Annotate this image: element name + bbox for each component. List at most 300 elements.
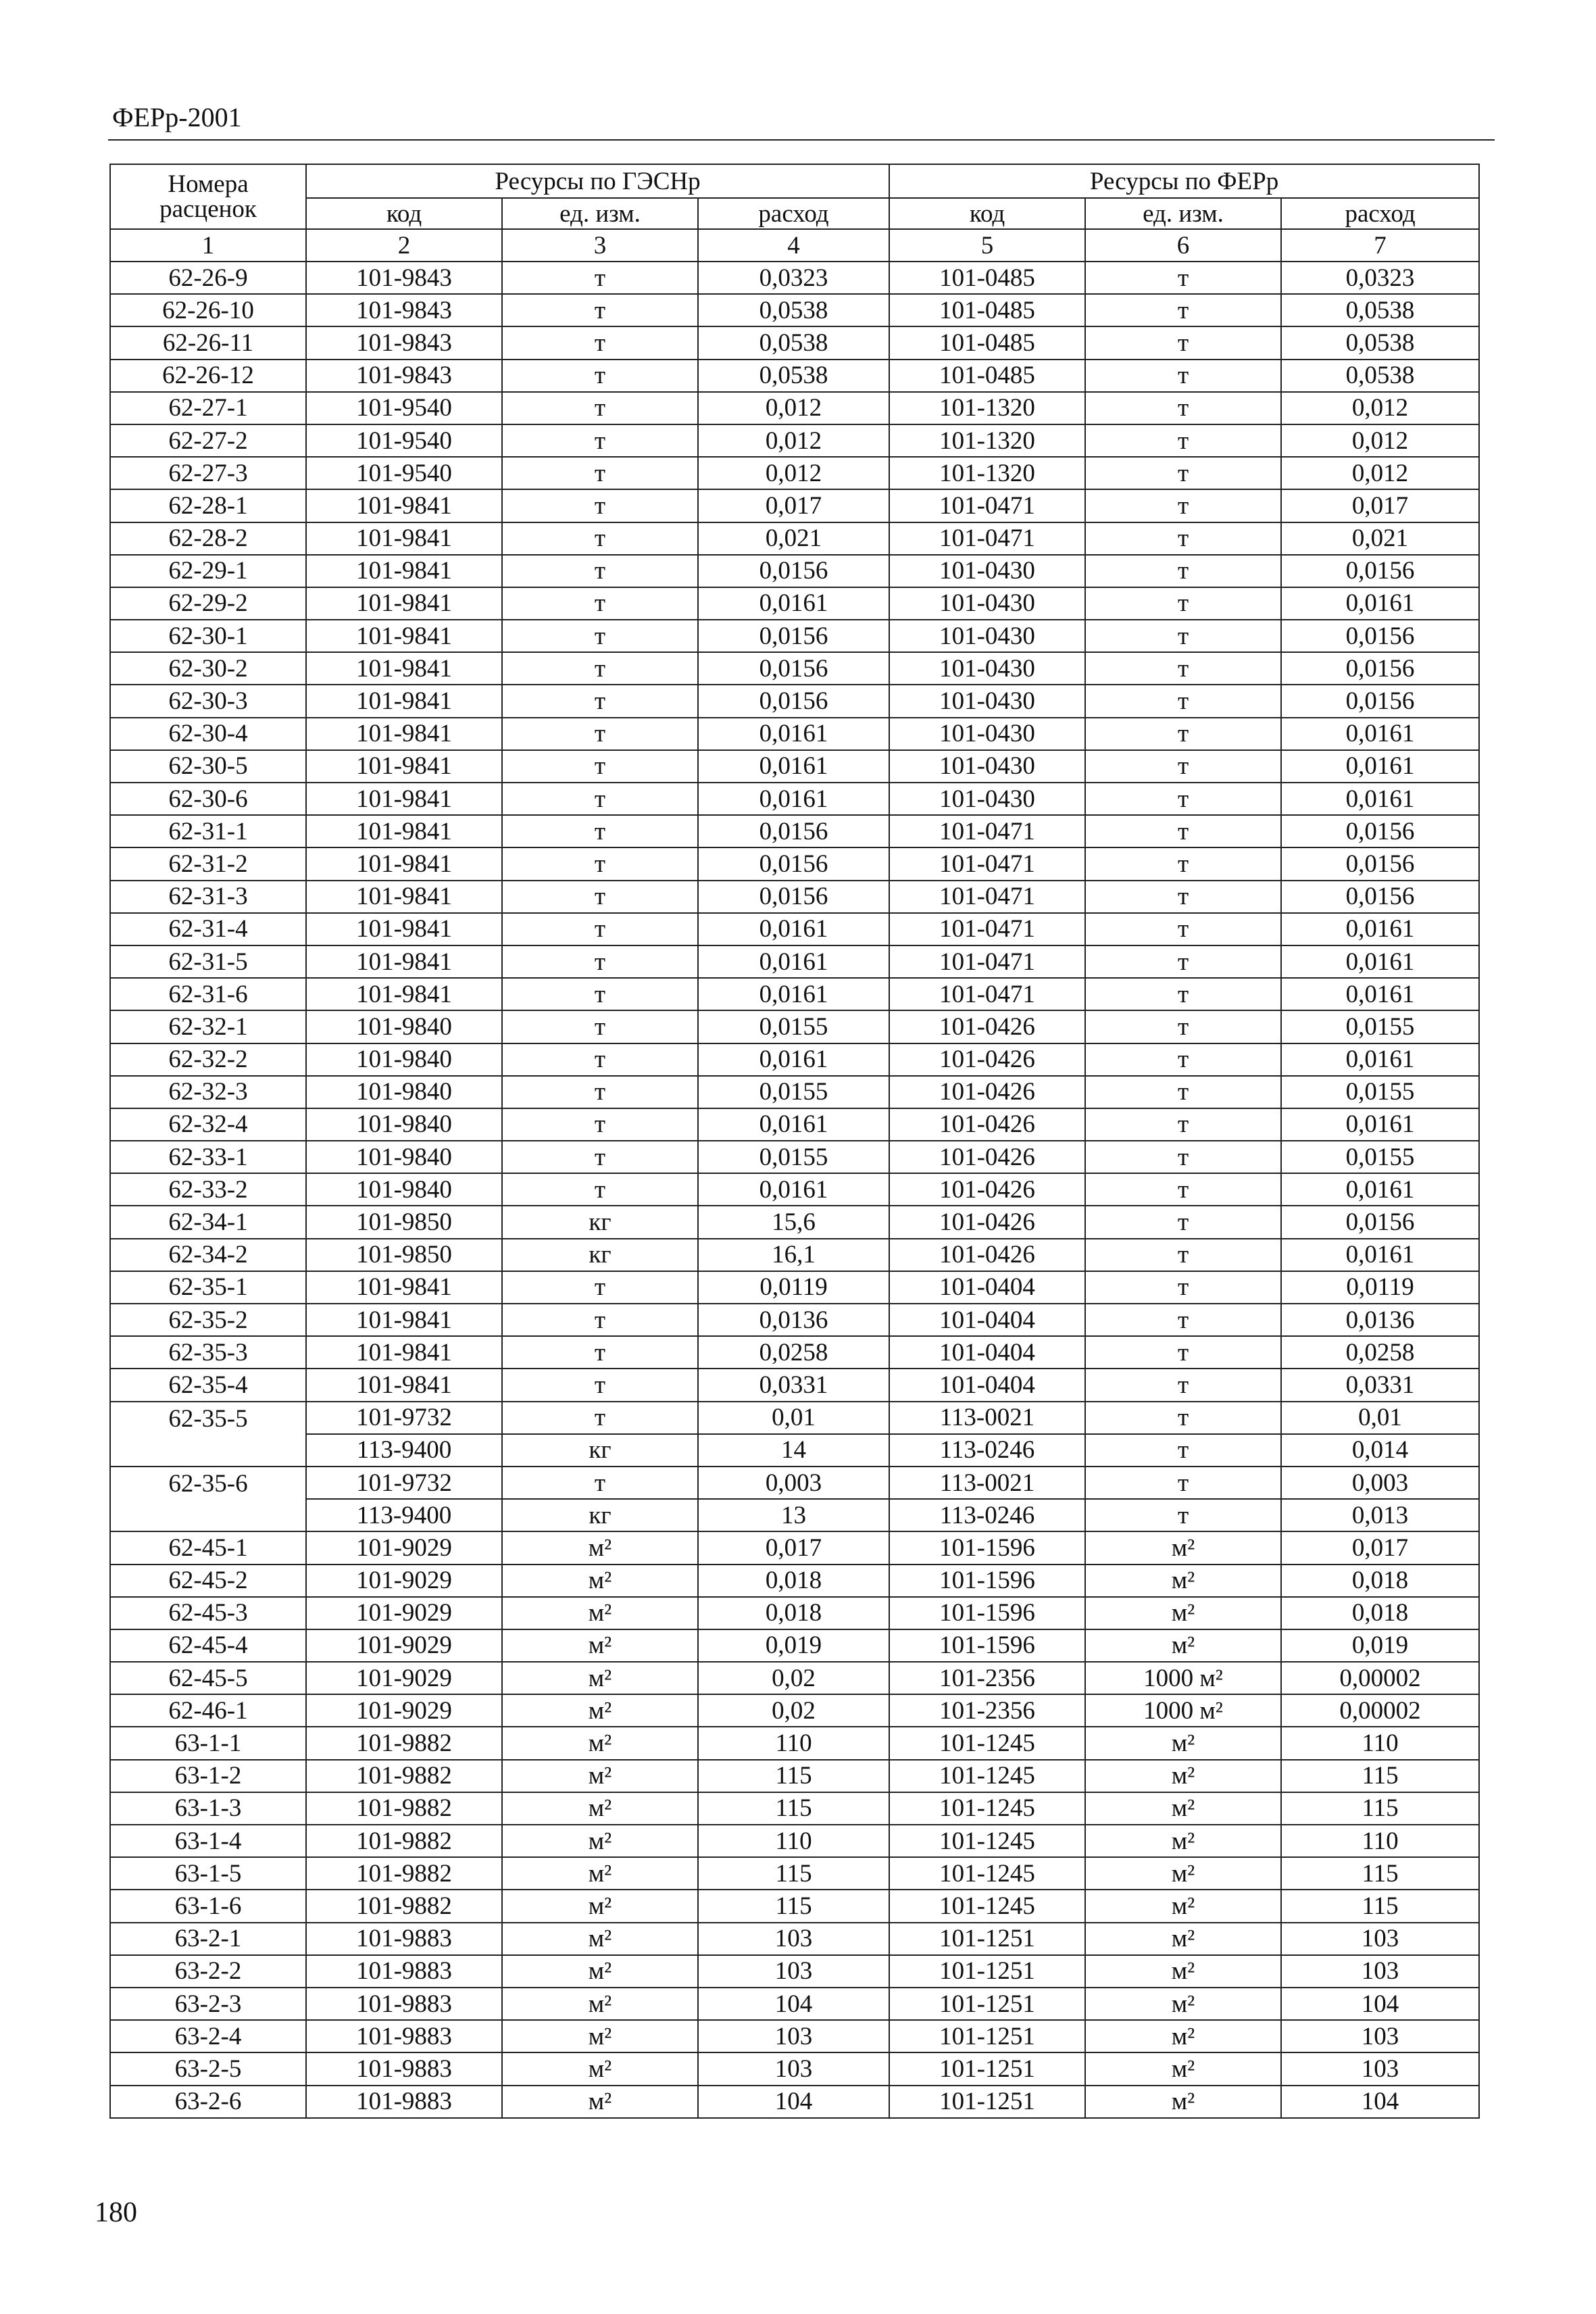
fer-unit-cell: т bbox=[1085, 1271, 1281, 1304]
fer-code-cell: 101-0485 bbox=[889, 294, 1085, 326]
fer-amount-cell: 0,0538 bbox=[1281, 294, 1479, 326]
table-row bbox=[110, 2020, 1479, 2052]
column-number: 1 bbox=[110, 229, 306, 262]
fer-unit-cell: м² bbox=[1085, 1760, 1281, 1792]
gesn-unit-cell: т bbox=[502, 978, 698, 1010]
gesn-code-cell: 101-9883 bbox=[306, 2086, 502, 2118]
gesn-amount-cell: 0,0538 bbox=[698, 294, 889, 326]
fer-unit-cell: м² bbox=[1085, 1792, 1281, 1825]
table-row bbox=[110, 1141, 1479, 1173]
fer-unit-cell: т bbox=[1085, 945, 1281, 978]
norm-number-cell: 63-1-3 bbox=[110, 1792, 306, 1825]
gesn-code-cell: 101-9841 bbox=[306, 945, 502, 978]
fer-amount-cell: 0,0156 bbox=[1281, 881, 1479, 913]
fer-code-cell: 113-0021 bbox=[889, 1467, 1085, 1499]
table-row bbox=[110, 1010, 1479, 1043]
gesn-amount-cell: 0,0161 bbox=[698, 1173, 889, 1206]
fer-amount-cell: 0,019 bbox=[1281, 1629, 1479, 1662]
gesn-amount-cell: 0,0161 bbox=[698, 718, 889, 750]
table-row bbox=[110, 1076, 1479, 1108]
fer-code-cell: 101-0485 bbox=[889, 262, 1085, 294]
table-row bbox=[110, 750, 1479, 783]
gesn-code-cell: 101-9841 bbox=[306, 489, 502, 522]
gesn-amount-cell: 0,0156 bbox=[698, 685, 889, 717]
table-row bbox=[110, 1629, 1479, 1662]
gesn-amount-cell: 104 bbox=[698, 2086, 889, 2118]
gesn-unit-cell: кг bbox=[502, 1499, 698, 1531]
fer-amount-cell: 110 bbox=[1281, 1727, 1479, 1759]
fer-amount-cell: 0,0161 bbox=[1281, 1043, 1479, 1076]
gesn-code-cell: 101-9540 bbox=[306, 424, 502, 457]
header-gesn-code: код bbox=[306, 198, 502, 229]
gesn-unit-cell: т bbox=[502, 1173, 698, 1206]
gesn-unit-cell: т bbox=[502, 1304, 698, 1336]
fer-amount-cell: 0,01 bbox=[1281, 1402, 1479, 1434]
gesn-unit-cell: т bbox=[502, 587, 698, 620]
fer-unit-cell: т bbox=[1085, 489, 1281, 522]
gesn-code-cell: 101-9882 bbox=[306, 1727, 502, 1759]
fer-unit-cell: м² bbox=[1085, 1955, 1281, 1988]
fer-code-cell: 101-0430 bbox=[889, 685, 1085, 717]
fer-unit-cell: т bbox=[1085, 1304, 1281, 1336]
fer-unit-cell: м² bbox=[1085, 1857, 1281, 1890]
norm-number-cell: 62-45-5 bbox=[110, 1662, 306, 1694]
fer-amount-cell: 0,0156 bbox=[1281, 1206, 1479, 1238]
fer-code-cell: 101-0426 bbox=[889, 1108, 1085, 1141]
gesn-amount-cell: 104 bbox=[698, 1988, 889, 2020]
gesn-amount-cell: 0,0156 bbox=[698, 652, 889, 685]
fer-code-cell: 101-1596 bbox=[889, 1531, 1085, 1564]
table-row bbox=[110, 652, 1479, 685]
table-row bbox=[110, 262, 1479, 294]
norm-number-cell: 62-31-2 bbox=[110, 847, 306, 880]
gesn-amount-cell: 0,0538 bbox=[698, 360, 889, 392]
norm-number-cell: 62-35-6 bbox=[110, 1467, 306, 1531]
table-row bbox=[110, 685, 1479, 717]
fer-amount-cell: 0,0538 bbox=[1281, 326, 1479, 359]
fer-code-cell: 101-0471 bbox=[889, 847, 1085, 880]
gesn-code-cell: 101-9029 bbox=[306, 1531, 502, 1564]
gesn-unit-cell: т bbox=[502, 620, 698, 652]
fer-code-cell: 101-1251 bbox=[889, 2052, 1085, 2085]
gesn-amount-cell: 0,0156 bbox=[698, 881, 889, 913]
gesn-code-cell: 101-9882 bbox=[306, 1890, 502, 1922]
table-row bbox=[110, 881, 1479, 913]
table-row bbox=[110, 1565, 1479, 1597]
gesn-unit-cell: кг bbox=[502, 1434, 698, 1467]
norm-number-cell: 62-33-1 bbox=[110, 1141, 306, 1173]
norm-number-cell: 63-2-2 bbox=[110, 1955, 306, 1988]
gesn-code-cell: 101-9843 bbox=[306, 262, 502, 294]
gesn-amount-cell: 0,003 bbox=[698, 1467, 889, 1499]
gesn-unit-cell: м² bbox=[502, 2052, 698, 2085]
fer-amount-cell: 0,0156 bbox=[1281, 620, 1479, 652]
fer-code-cell: 101-1320 bbox=[889, 424, 1085, 457]
fer-unit-cell: т bbox=[1085, 652, 1281, 685]
table-row bbox=[110, 1467, 1479, 1499]
table-row bbox=[110, 2052, 1479, 2085]
fer-code-cell: 101-0426 bbox=[889, 1043, 1085, 1076]
gesn-amount-cell: 0,012 bbox=[698, 424, 889, 457]
gesn-amount-cell: 0,018 bbox=[698, 1565, 889, 1597]
gesn-code-cell: 101-9841 bbox=[306, 783, 502, 815]
norm-number-cell: 62-45-4 bbox=[110, 1629, 306, 1662]
fer-unit-cell: 1000 м² bbox=[1085, 1694, 1281, 1727]
gesn-unit-cell: т bbox=[502, 1402, 698, 1434]
gesn-unit-cell: т bbox=[502, 945, 698, 978]
gesn-unit-cell: т bbox=[502, 1043, 698, 1076]
fer-unit-cell: т bbox=[1085, 587, 1281, 620]
table-row bbox=[110, 489, 1479, 522]
fer-code-cell: 101-0471 bbox=[889, 978, 1085, 1010]
table-row bbox=[110, 457, 1479, 489]
table-row bbox=[110, 718, 1479, 750]
fer-amount-cell: 103 bbox=[1281, 1923, 1479, 1955]
gesn-unit-cell: т bbox=[502, 1010, 698, 1043]
table-row bbox=[110, 1239, 1479, 1271]
gesn-unit-cell: т bbox=[502, 913, 698, 945]
gesn-code-cell: 101-9029 bbox=[306, 1597, 502, 1629]
fer-code-cell: 101-0430 bbox=[889, 783, 1085, 815]
fer-amount-cell: 0,0155 bbox=[1281, 1076, 1479, 1108]
gesn-unit-cell: т bbox=[502, 1141, 698, 1173]
table-row bbox=[110, 1402, 1479, 1434]
table-row bbox=[110, 1792, 1479, 1825]
fer-unit-cell: т bbox=[1085, 783, 1281, 815]
gesn-code-cell: 101-9841 bbox=[306, 913, 502, 945]
fer-unit-cell: т bbox=[1085, 392, 1281, 424]
fer-code-cell: 101-1251 bbox=[889, 1988, 1085, 2020]
gesn-unit-cell: м² bbox=[502, 1890, 698, 1922]
fer-amount-cell: 0,014 bbox=[1281, 1434, 1479, 1467]
gesn-code-cell: 101-9841 bbox=[306, 620, 502, 652]
gesn-amount-cell: 0,0161 bbox=[698, 783, 889, 815]
gesn-unit-cell: т bbox=[502, 424, 698, 457]
fer-code-cell: 101-0430 bbox=[889, 555, 1085, 587]
table-row bbox=[110, 913, 1479, 945]
header-norm-numbers: Номера расценок bbox=[110, 164, 306, 229]
norm-number-cell: 62-31-3 bbox=[110, 881, 306, 913]
gesn-code-cell: 113-9400 bbox=[306, 1499, 502, 1531]
gesn-amount-cell: 0,0156 bbox=[698, 620, 889, 652]
gesn-unit-cell: т bbox=[502, 489, 698, 522]
gesn-amount-cell: 103 bbox=[698, 2052, 889, 2085]
fer-amount-cell: 0,0155 bbox=[1281, 1141, 1479, 1173]
fer-amount-cell: 0,0258 bbox=[1281, 1336, 1479, 1369]
fer-amount-cell: 0,0156 bbox=[1281, 685, 1479, 717]
fer-amount-cell: 0,0156 bbox=[1281, 555, 1479, 587]
norm-number-cell: 62-45-1 bbox=[110, 1531, 306, 1564]
column-numbers-row bbox=[110, 229, 1479, 262]
gesn-unit-cell: м² bbox=[502, 2086, 698, 2118]
table-row bbox=[110, 1206, 1479, 1238]
gesn-amount-cell: 0,0155 bbox=[698, 1010, 889, 1043]
gesn-code-cell: 101-9882 bbox=[306, 1825, 502, 1857]
table-row bbox=[110, 1271, 1479, 1304]
fer-amount-cell: 115 bbox=[1281, 1792, 1479, 1825]
fer-amount-cell: 0,0331 bbox=[1281, 1369, 1479, 1401]
fer-code-cell: 101-0430 bbox=[889, 718, 1085, 750]
fer-amount-cell: 0,0156 bbox=[1281, 652, 1479, 685]
gesn-unit-cell: т bbox=[502, 685, 698, 717]
gesn-unit-cell: м² bbox=[502, 1662, 698, 1694]
gesn-code-cell: 101-9841 bbox=[306, 652, 502, 685]
gesn-code-cell: 101-9840 bbox=[306, 1173, 502, 1206]
gesn-unit-cell: т bbox=[502, 847, 698, 880]
gesn-code-cell: 101-9540 bbox=[306, 457, 502, 489]
gesn-code-cell: 101-9029 bbox=[306, 1629, 502, 1662]
fer-code-cell: 101-1245 bbox=[889, 1857, 1085, 1890]
fer-code-cell: 101-1596 bbox=[889, 1597, 1085, 1629]
norm-number-cell: 62-26-12 bbox=[110, 360, 306, 392]
fer-amount-cell: 0,018 bbox=[1281, 1565, 1479, 1597]
fer-code-cell: 101-1245 bbox=[889, 1760, 1085, 1792]
gesn-unit-cell: т bbox=[502, 522, 698, 555]
fer-amount-cell: 104 bbox=[1281, 1988, 1479, 2020]
fer-amount-cell: 0,012 bbox=[1281, 424, 1479, 457]
fer-code-cell: 101-1320 bbox=[889, 457, 1085, 489]
fer-amount-cell: 0,003 bbox=[1281, 1467, 1479, 1499]
gesn-code-cell: 101-9843 bbox=[306, 360, 502, 392]
norm-number-cell: 62-28-1 bbox=[110, 489, 306, 522]
gesn-unit-cell: м² bbox=[502, 2020, 698, 2052]
table-body bbox=[110, 262, 1479, 2118]
fer-unit-cell: т bbox=[1085, 1402, 1281, 1434]
gesn-code-cell: 101-9841 bbox=[306, 587, 502, 620]
fer-code-cell: 101-0430 bbox=[889, 750, 1085, 783]
gesn-unit-cell: м² bbox=[502, 1792, 698, 1825]
fer-unit-cell: м² bbox=[1085, 1531, 1281, 1564]
gesn-unit-cell: м² bbox=[502, 1694, 698, 1727]
norm-number-cell: 62-32-1 bbox=[110, 1010, 306, 1043]
fer-code-cell: 101-0404 bbox=[889, 1304, 1085, 1336]
table-head bbox=[110, 164, 1479, 262]
fer-amount-cell: 103 bbox=[1281, 1955, 1479, 1988]
fer-unit-cell: м² bbox=[1085, 1597, 1281, 1629]
fer-unit-cell: м² bbox=[1085, 1727, 1281, 1759]
gesn-code-cell: 101-9841 bbox=[306, 685, 502, 717]
gesn-amount-cell: 0,0155 bbox=[698, 1076, 889, 1108]
header-gesn-amount: расход bbox=[698, 198, 889, 229]
gesn-code-cell: 101-9841 bbox=[306, 1336, 502, 1369]
gesn-unit-cell: м² bbox=[502, 1923, 698, 1955]
norm-number-cell: 63-1-6 bbox=[110, 1890, 306, 1922]
gesn-code-cell: 101-9732 bbox=[306, 1402, 502, 1434]
fer-unit-cell: т bbox=[1085, 718, 1281, 750]
fer-unit-cell: т bbox=[1085, 1499, 1281, 1531]
norm-number-cell: 62-30-4 bbox=[110, 718, 306, 750]
table-row bbox=[110, 1923, 1479, 1955]
norm-number-cell: 63-1-1 bbox=[110, 1727, 306, 1759]
gesn-unit-cell: т bbox=[502, 457, 698, 489]
fer-amount-cell: 0,0161 bbox=[1281, 913, 1479, 945]
gesn-amount-cell: 103 bbox=[698, 2020, 889, 2052]
gesn-code-cell: 101-9029 bbox=[306, 1694, 502, 1727]
gesn-code-cell: 101-9841 bbox=[306, 555, 502, 587]
table-row bbox=[110, 1988, 1479, 2020]
column-number: 2 bbox=[306, 229, 502, 262]
fer-unit-cell: т bbox=[1085, 1076, 1281, 1108]
gesn-unit-cell: м² bbox=[502, 1857, 698, 1890]
gesn-amount-cell: 0,012 bbox=[698, 457, 889, 489]
header-gesn-unit: ед. изм. bbox=[502, 198, 698, 229]
gesn-amount-cell: 0,0156 bbox=[698, 815, 889, 847]
fer-unit-cell: т bbox=[1085, 847, 1281, 880]
gesn-unit-cell: т bbox=[502, 294, 698, 326]
fer-unit-cell: м² bbox=[1085, 1988, 1281, 2020]
fer-amount-cell: 0,00002 bbox=[1281, 1662, 1479, 1694]
fer-code-cell: 101-0426 bbox=[889, 1141, 1085, 1173]
gesn-unit-cell: м² bbox=[502, 1955, 698, 1988]
norm-number-cell: 62-29-1 bbox=[110, 555, 306, 587]
fer-amount-cell: 0,0161 bbox=[1281, 945, 1479, 978]
gesn-code-cell: 101-9850 bbox=[306, 1206, 502, 1238]
fer-code-cell: 101-0430 bbox=[889, 620, 1085, 652]
document-header: ФЕРр-2001 bbox=[112, 102, 242, 132]
table-row bbox=[110, 326, 1479, 359]
fer-unit-cell: т bbox=[1085, 1467, 1281, 1499]
gesn-amount-cell: 14 bbox=[698, 1434, 889, 1467]
gesn-code-cell: 101-9843 bbox=[306, 294, 502, 326]
gesn-amount-cell: 115 bbox=[698, 1792, 889, 1825]
norm-number-cell: 62-32-2 bbox=[110, 1043, 306, 1076]
norm-number-cell: 62-35-1 bbox=[110, 1271, 306, 1304]
fer-code-cell: 101-2356 bbox=[889, 1662, 1085, 1694]
gesn-unit-cell: м² bbox=[502, 1727, 698, 1759]
fer-code-cell: 101-1245 bbox=[889, 1825, 1085, 1857]
gesn-unit-cell: м² bbox=[502, 1597, 698, 1629]
gesn-amount-cell: 110 bbox=[698, 1727, 889, 1759]
fer-unit-cell: м² bbox=[1085, 2086, 1281, 2118]
gesn-code-cell: 101-9882 bbox=[306, 1857, 502, 1890]
column-number: 4 bbox=[698, 229, 889, 262]
header-fer-amount: расход bbox=[1281, 198, 1479, 229]
gesn-amount-cell: 0,02 bbox=[698, 1694, 889, 1727]
gesn-code-cell: 101-9841 bbox=[306, 522, 502, 555]
norm-number-cell: 62-30-2 bbox=[110, 652, 306, 685]
table-row bbox=[110, 1531, 1479, 1564]
fer-amount-cell: 0,0119 bbox=[1281, 1271, 1479, 1304]
fer-code-cell: 113-0246 bbox=[889, 1434, 1085, 1467]
norm-number-cell: 63-1-5 bbox=[110, 1857, 306, 1890]
gesn-amount-cell: 0,0258 bbox=[698, 1336, 889, 1369]
gesn-code-cell: 101-9882 bbox=[306, 1760, 502, 1792]
norm-number-cell: 62-26-11 bbox=[110, 326, 306, 359]
gesn-amount-cell: 103 bbox=[698, 1955, 889, 1988]
fer-code-cell: 101-0430 bbox=[889, 652, 1085, 685]
fer-unit-cell: м² bbox=[1085, 2020, 1281, 2052]
gesn-amount-cell: 0,0331 bbox=[698, 1369, 889, 1401]
gesn-amount-cell: 0,021 bbox=[698, 522, 889, 555]
norm-number-cell: 62-35-4 bbox=[110, 1369, 306, 1401]
gesn-amount-cell: 0,0136 bbox=[698, 1304, 889, 1336]
fer-code-cell: 101-0471 bbox=[889, 881, 1085, 913]
fer-amount-cell: 0,018 bbox=[1281, 1597, 1479, 1629]
fer-amount-cell: 0,0161 bbox=[1281, 1239, 1479, 1271]
gesn-code-cell: 101-9841 bbox=[306, 1304, 502, 1336]
norm-number-cell: 62-32-3 bbox=[110, 1076, 306, 1108]
header-fer-code: код bbox=[889, 198, 1085, 229]
table-row bbox=[110, 1173, 1479, 1206]
table-row bbox=[110, 1825, 1479, 1857]
gesn-code-cell: 101-9883 bbox=[306, 1988, 502, 2020]
gesn-code-cell: 101-9883 bbox=[306, 2020, 502, 2052]
fer-amount-cell: 115 bbox=[1281, 1760, 1479, 1792]
fer-unit-cell: 1000 м² bbox=[1085, 1662, 1281, 1694]
gesn-code-cell: 101-9840 bbox=[306, 1141, 502, 1173]
table-row bbox=[110, 424, 1479, 457]
gesn-amount-cell: 0,0161 bbox=[698, 1043, 889, 1076]
fer-amount-cell: 0,021 bbox=[1281, 522, 1479, 555]
gesn-unit-cell: т bbox=[502, 881, 698, 913]
gesn-amount-cell: 115 bbox=[698, 1760, 889, 1792]
fer-amount-cell: 0,00002 bbox=[1281, 1694, 1479, 1727]
table-row bbox=[110, 1694, 1479, 1727]
header-gesn-resources: Ресурсы по ГЭСНр bbox=[306, 164, 889, 198]
fer-unit-cell: т bbox=[1085, 1434, 1281, 1467]
gesn-amount-cell: 0,0119 bbox=[698, 1271, 889, 1304]
fer-code-cell: 101-1245 bbox=[889, 1727, 1085, 1759]
norm-number-cell: 62-32-4 bbox=[110, 1108, 306, 1141]
fer-code-cell: 101-1245 bbox=[889, 1792, 1085, 1825]
gesn-unit-cell: т bbox=[502, 392, 698, 424]
norm-number-cell: 63-1-4 bbox=[110, 1825, 306, 1857]
norm-number-cell: 63-2-6 bbox=[110, 2086, 306, 2118]
fer-code-cell: 101-2356 bbox=[889, 1694, 1085, 1727]
table-row bbox=[110, 1304, 1479, 1336]
gesn-amount-cell: 0,012 bbox=[698, 392, 889, 424]
table-row bbox=[110, 587, 1479, 620]
gesn-amount-cell: 115 bbox=[698, 1857, 889, 1890]
norm-number-cell: 62-28-2 bbox=[110, 522, 306, 555]
gesn-amount-cell: 0,0538 bbox=[698, 326, 889, 359]
fer-unit-cell: м² bbox=[1085, 1923, 1281, 1955]
norm-number-cell: 63-2-4 bbox=[110, 2020, 306, 2052]
gesn-unit-cell: т bbox=[502, 326, 698, 359]
gesn-unit-cell: м² bbox=[502, 1825, 698, 1857]
fer-unit-cell: т bbox=[1085, 294, 1281, 326]
fer-amount-cell: 103 bbox=[1281, 2052, 1479, 2085]
fer-unit-cell: т bbox=[1085, 1336, 1281, 1369]
gesn-unit-cell: т bbox=[502, 1369, 698, 1401]
gesn-code-cell: 101-9540 bbox=[306, 392, 502, 424]
norm-number-cell: 62-31-1 bbox=[110, 815, 306, 847]
gesn-unit-cell: м² bbox=[502, 1565, 698, 1597]
gesn-code-cell: 101-9882 bbox=[306, 1792, 502, 1825]
fer-unit-cell: т bbox=[1085, 1043, 1281, 1076]
fer-code-cell: 101-0471 bbox=[889, 815, 1085, 847]
fer-amount-cell: 0,012 bbox=[1281, 392, 1479, 424]
fer-amount-cell: 0,0538 bbox=[1281, 360, 1479, 392]
fer-unit-cell: т bbox=[1085, 360, 1281, 392]
gesn-code-cell: 101-9850 bbox=[306, 1239, 502, 1271]
gesn-code-cell: 101-9841 bbox=[306, 847, 502, 880]
norm-number-cell: 62-35-2 bbox=[110, 1304, 306, 1336]
fer-amount-cell: 0,0161 bbox=[1281, 1173, 1479, 1206]
fer-amount-cell: 0,0161 bbox=[1281, 978, 1479, 1010]
gesn-code-cell: 101-9840 bbox=[306, 1108, 502, 1141]
norm-number-cell: 62-30-6 bbox=[110, 783, 306, 815]
table-row bbox=[110, 1369, 1479, 1401]
gesn-unit-cell: т bbox=[502, 1108, 698, 1141]
table-row bbox=[110, 978, 1479, 1010]
header-fer-resources: Ресурсы по ФЕРр bbox=[889, 164, 1479, 198]
gesn-unit-cell: м² bbox=[502, 1988, 698, 2020]
fer-code-cell: 113-0021 bbox=[889, 1402, 1085, 1434]
table-row bbox=[110, 815, 1479, 847]
fer-amount-cell: 0,0156 bbox=[1281, 815, 1479, 847]
page-number: 180 bbox=[95, 2197, 137, 2228]
